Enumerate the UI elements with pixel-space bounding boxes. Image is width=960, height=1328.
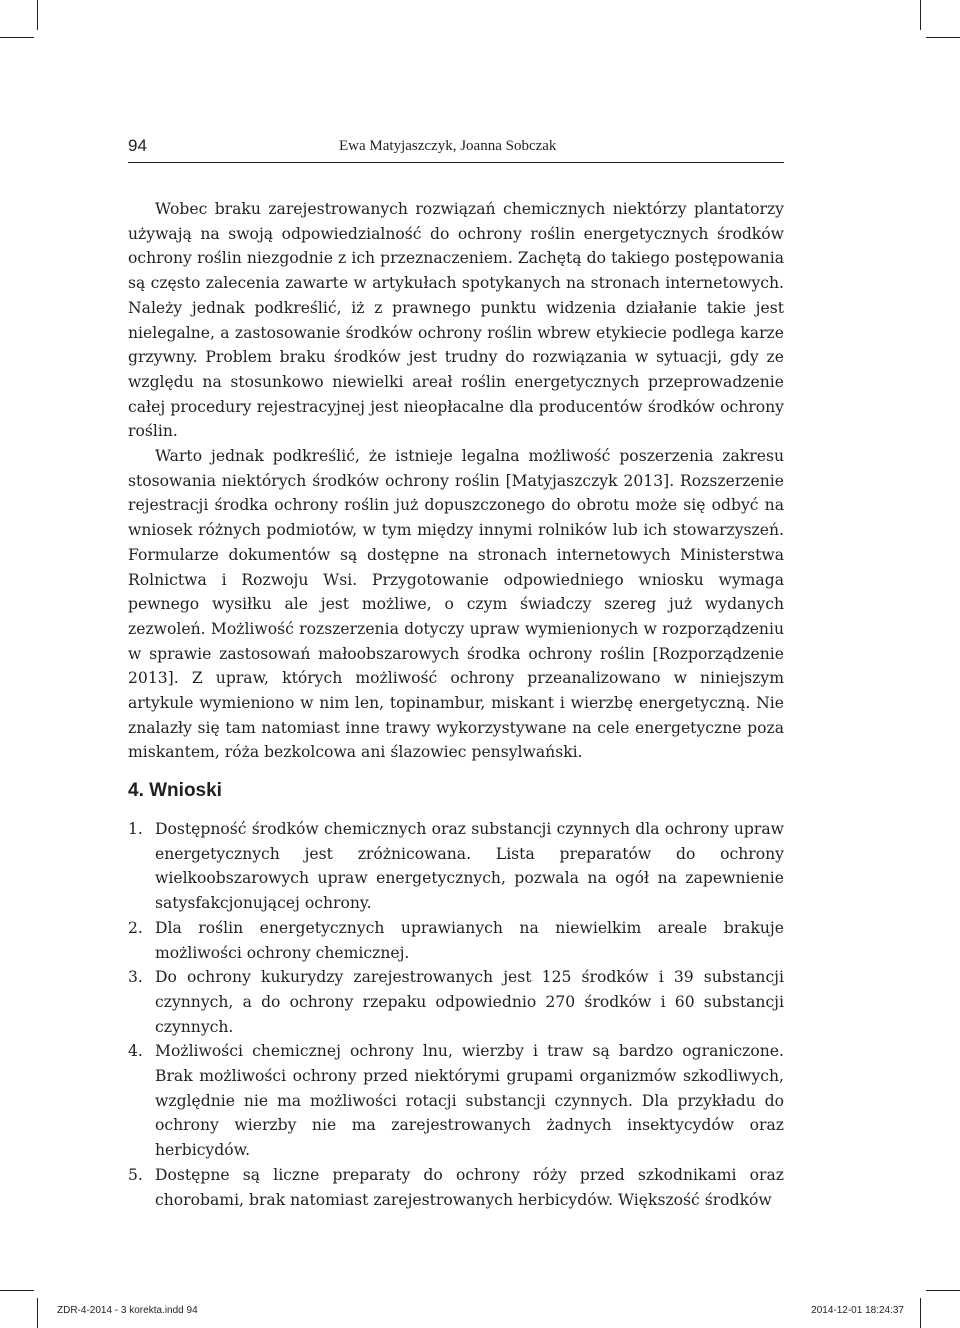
crop-mark (37, 1298, 38, 1328)
list-item (128, 965, 784, 1039)
running-head-authors: Ewa Matyjaszczyk, Joanna Sobczak (339, 138, 557, 154)
list-item-text: Możliwości chemicznej ochrony lnu, wierzby i traw są bardzo ograniczone. Brak możliwości ochrony przed niektórymi grupami organizmów szkodliwych, względnie nie ma możliwości rotacji substancji czynnych. Dla przykładu do ochrony wierzby nie ma zarejestrowanych żadnych insektycydów oraz herbicydów. (155, 1042, 784, 1160)
list-item-number: 1. (128, 820, 143, 838)
paragraph: Warto jednak podkreślić, że istnieje legalna możliwość poszerzenia zakresu stosowania niektórych środków ochrony roślin [Matyjaszczyk 2013]. Rozszerzenie rejestracji środka ochrony roślin już dopuszczonego do obrotu może się odbyć na wniosek różnych podmiotów, w tym między innymi rolników lub ich stowarzyszeń. Formularze dokumentów są dostępne na stronach internetowych Ministerstwa Rolnictwa i Rozwoju Wsi. Przygotowanie odpowiedniego wniosku wymaga pewnego wysiłku ale jest możliwe, o czym świadczy szereg już wydanych zezwoleń. Możliwość rozszerzenia dotyczy upraw wymienionych w rozporządzeniu w sprawie zastosowań małoobszarowych środka ochrony roślin [Rozporządzenie 2013]. Z upraw, których możliwość ochrony przeanalizowano w niniejszym artykule wymieniono w nim len, topinambur, miskant i wierzbę energetyczną. Nie znalazły się tam natomiast inne trawy wykorzystywane na cele energetyczne poza miskantem, róża bezkolcowa ani ślazowiec pensylwański. (128, 447, 784, 762)
page-number: 94 (128, 136, 147, 155)
section-heading: 4. Wnioski (128, 780, 222, 801)
list-item-text: Dla roślin energetycznych uprawianych na niewielkim areale brakuje możliwości ochrony chemicznej. (155, 918, 784, 962)
list-item (128, 1163, 784, 1212)
footer-file-name: ZDR-4-2014 - 3 korekta.indd 94 (57, 1305, 198, 1316)
footer-timestamp: 2014-12-01 18:24:37 (811, 1305, 904, 1316)
crop-mark (926, 37, 960, 38)
list-item-text: Dostępność środków chemicznych oraz substancji czynnych dla ochrony upraw energetycznych jest zróżnicowana. Lista preparatów do ochrony wielkoobszarowych upraw energetycznych, pozwala na ogół na zapewnienie satysfakcjonującej ochrony. (155, 820, 784, 913)
crop-mark (0, 37, 34, 38)
conclusions-list (128, 817, 784, 1212)
crop-mark (37, 0, 38, 30)
crop-mark (920, 1298, 921, 1328)
list-item (128, 916, 784, 965)
list-item-text: Do ochrony kukurydzy zarejestrowanych jest 125 środków i 39 substancji czynnych, a do ochrony rzepaku odpowiednio 270 środków i 60 substancji czynnych. (155, 968, 784, 1036)
list-item-number: 2. (128, 918, 143, 937)
paragraph: Wobec braku zarejestrowanych rozwiązań chemicznych niektórzy plantatorzy używają na swoją odpowiedzialność do ochrony roślin energetycznych środków ochrony roślin niezgodnie z ich przeznaczeniem. Zachętą do takiego postępowania są często zalecenia zawarte w artykułach spotykanych na stronach internetowych. Należy jednak podkreślić, iż z prawnego punktu widzenia działanie takie jest nielegalne, a zastosowanie środków ochrony roślin wbrew etykiecie podlega karze grzywny. Problem braku środków jest trudny do rozwiązania w sytuacji, gdy ze względu na stosunkowo niewielki areał roślin energetycznych przeprowadzenie całej procedury rejestracyjnej jest nieopłacalne dla producentów środków ochrony roślin. (128, 200, 784, 441)
crop-mark (920, 0, 921, 30)
running-head (128, 136, 784, 163)
body-text (128, 197, 784, 765)
list-item-number: 4. (128, 1042, 143, 1061)
list-item (128, 1039, 784, 1163)
list-item-number: 5. (128, 1165, 143, 1184)
crop-mark (926, 1290, 960, 1291)
list-item-number: 3. (128, 968, 143, 987)
list-item (128, 817, 784, 916)
list-item-text: Dostępne są liczne preparaty do ochrony róży przed szkodnikami oraz chorobami, brak natomiast zarejestrowanych herbicydów. Większość środków (155, 1165, 784, 1209)
crop-mark (0, 1290, 34, 1291)
